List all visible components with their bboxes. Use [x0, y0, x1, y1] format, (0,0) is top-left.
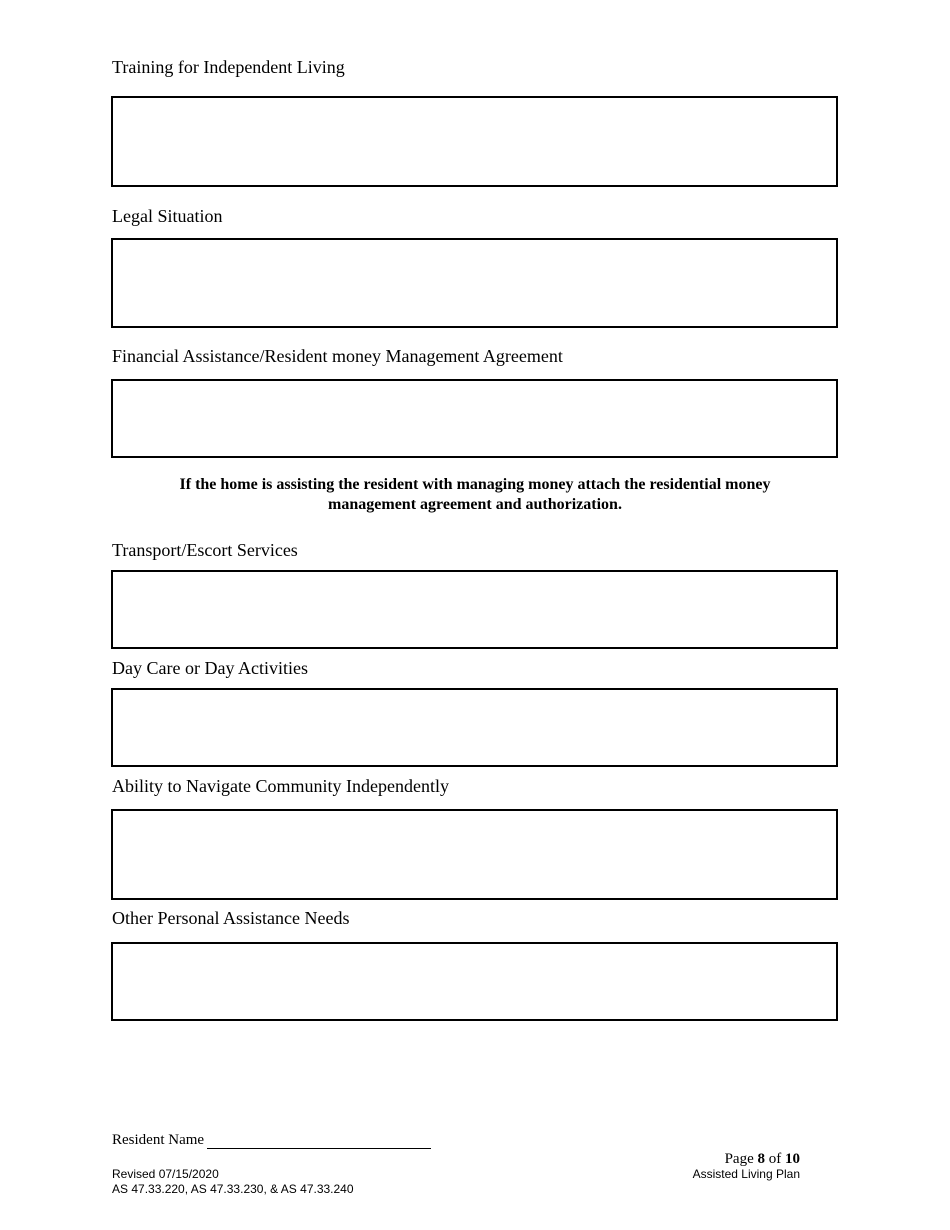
page-of: of	[768, 1151, 782, 1167]
section-navigate-label: Ability to Navigate Community Independently	[112, 776, 449, 796]
section-legal-box[interactable]	[111, 238, 838, 328]
resident-name-label: Resident Name	[112, 1132, 205, 1148]
section-other-box[interactable]	[111, 942, 838, 1021]
section-navigate-box[interactable]	[111, 809, 838, 900]
statute-references: AS 47.33.220, AS 47.33.230, & AS 47.33.240	[112, 1182, 354, 1196]
section-financial-box[interactable]	[111, 379, 838, 458]
section-training-label: Training for Independent Living	[112, 57, 345, 77]
section-training-box[interactable]	[111, 96, 838, 187]
section-financial-label: Financial Assistance/Resident money Management Agreement	[112, 346, 563, 366]
section-daycare-box[interactable]	[111, 688, 838, 767]
page-current: 8	[757, 1151, 765, 1167]
note-line-1: If the home is assisting the resident with managing money attach the residential money	[179, 476, 771, 493]
document-title: Assisted Living Plan	[692, 1167, 800, 1181]
page-total: 10	[785, 1151, 800, 1167]
resident-name-line[interactable]	[207, 1134, 431, 1149]
section-legal-label: Legal Situation	[112, 206, 223, 226]
section-transport-box[interactable]	[111, 570, 838, 649]
resident-name	[112, 1131, 431, 1149]
revised-date: Revised 07/15/2020	[112, 1167, 219, 1181]
section-other-label: Other Personal Assistance Needs	[112, 908, 350, 928]
page-number	[725, 1150, 800, 1168]
note-line-2: management agreement and authorization.	[328, 496, 622, 513]
money-management-note	[112, 475, 838, 515]
section-daycare-label: Day Care or Day Activities	[112, 658, 308, 678]
page-prefix: Page	[724, 1151, 754, 1167]
section-transport-label: Transport/Escort Services	[112, 540, 298, 560]
